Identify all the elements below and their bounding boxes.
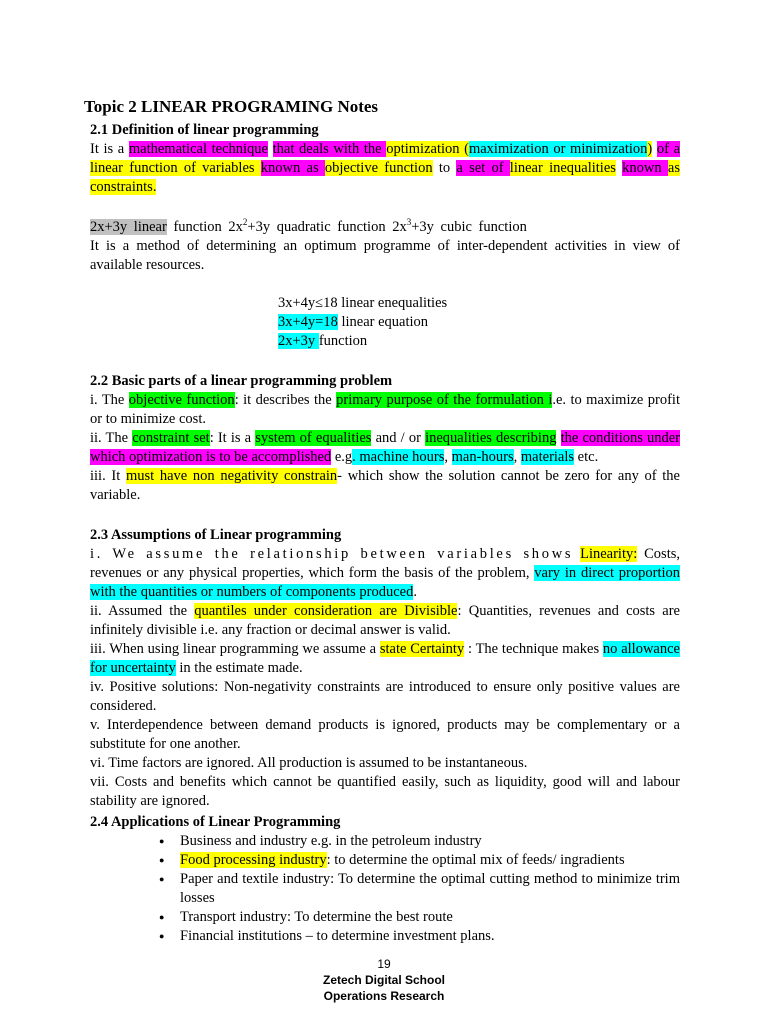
highlighted-text: ) (647, 141, 653, 157)
equation-line: 2x+3y function (278, 333, 368, 349)
text-run: : Quantities, revenues and costs are infinitely divisible i.e. any fraction or decimal answer is valid. (90, 603, 680, 638)
text-run: .e. to maximize profit or to minimize cost. (90, 392, 680, 427)
highlighted-text: maximization or minimization (468, 141, 648, 157)
highlighted-text: objective function (128, 392, 235, 408)
text-run: : The technique makes (464, 641, 603, 657)
page-number: 19 (377, 957, 391, 971)
assumption-iii (90, 640, 680, 678)
highlighted-text: mathematical technique (128, 141, 268, 157)
page-title: Topic 2 LINEAR PROGRAMING Notes (84, 97, 379, 116)
list-item: ● Food processing industry: to determine the optimal mix of feeds/ ingradients (180, 851, 680, 870)
highlighted-text: constraint set (132, 430, 210, 446)
highlighted-text: materials (520, 449, 575, 465)
highlighted-text: vary in direct proportion with the quantities or numbers of components produced (90, 565, 680, 600)
text-run: iii. When using linear programming we assume a (90, 641, 380, 657)
assumption-ii (90, 602, 680, 640)
text-run: to (432, 160, 457, 176)
highlighted-text: primary purpose of the formulation i (336, 392, 553, 408)
highlighted-text: state Certainty (379, 641, 465, 657)
highlighted-text: linear function of variables (90, 160, 261, 176)
expression-examples: 2x+3y linear function $2x^2+3y$ quadratic function $2x^3+3y$ cubic function (90, 217, 527, 235)
text-run: ii. Assumed the (90, 603, 195, 619)
highlighted-text: known as (260, 160, 325, 176)
text-run: : It is a (209, 430, 256, 446)
text-run: and / or (371, 430, 426, 446)
text-run: i. The (90, 392, 129, 408)
applications-list (90, 832, 680, 946)
page-footer (0, 956, 768, 1004)
list-item: ● Transport industry: To determine the best route (180, 908, 680, 927)
highlighted-text: . machine hours (352, 449, 445, 465)
assumption-vii: vii. Costs and benefits which cannot be quantified easily, such as liquidity, good will and labour stability are ignored. (90, 774, 680, 809)
highlighted-text: man-hours (451, 449, 514, 465)
method-paragraph: It is a method of determining an optimum programme of inter-dependent activities in view of available resources. (90, 238, 680, 273)
list-item: ● Business and industry e.g. in the petroleum industry (180, 832, 680, 851)
section-2-1-heading: 2.1 Definition of linear programming (90, 122, 319, 138)
equation-line: 3x+4y≤18 linear enequalities (278, 295, 448, 311)
list-item: ● Financial institutions – to determine investment plans. (180, 927, 680, 946)
basic-part-iii (90, 467, 680, 505)
text-run: in the estimate made. (175, 660, 303, 676)
highlighted-text: of a (656, 141, 681, 157)
highlighted-text: linear inequalities (509, 160, 616, 176)
text-run: : it describes the (234, 392, 337, 408)
text-run: etc. (574, 449, 599, 465)
section-2-3-heading: 2.3 Assumptions of Linear programming (90, 527, 342, 543)
text-run: It is a (90, 141, 129, 157)
highlighted-text: inequalities describing (425, 430, 557, 446)
text-run: - which show the solution cannot be zero for any of the variable. (90, 468, 680, 503)
highlighted-text: optimization ( (386, 141, 469, 157)
highlighted-text: objective function (324, 160, 433, 176)
highlighted-text: system of equalities (255, 430, 372, 446)
section-2-4-heading: 2.4 Applications of Linear Programming (90, 814, 341, 830)
highlighted-text: known (622, 160, 668, 176)
assumption-vi: vi. Time factors are ignored. All production is assumed to be instantaneous. (90, 755, 528, 771)
highlighted-text: must have non negativity constrain (125, 468, 338, 484)
highlighted-text: a set of (456, 160, 510, 176)
definition-paragraph (90, 140, 680, 197)
highlighted-text: no allowance for uncertainty (90, 641, 680, 676)
assumption-i: i. We assume the relationship between variables shows Linearity: Costs, revenues or any physical properties, which form the basis of the problem, vary in direct proportion with the quantities or numbers of components produced. (90, 546, 680, 600)
equation-line: 3x+4y=18 linear equation (278, 314, 429, 330)
equation-examples (278, 294, 680, 351)
page-content (84, 96, 681, 946)
text-run: e.g (331, 449, 353, 465)
text-run (556, 430, 560, 446)
highlighted-text: that deals with the (272, 141, 387, 157)
highlighted-text: Linearity: (580, 546, 638, 562)
text-run: iii. It (90, 468, 126, 484)
text-run: , (513, 449, 521, 465)
text-run: Costs, revenues or any physical properties, which form the basis of the problem, (90, 546, 680, 581)
text-run: ii. The (90, 430, 133, 446)
text-run: . (413, 584, 417, 600)
text-run (268, 141, 273, 157)
list-item: ● Paper and textile industry: To determine the optimal cutting method to minimize trim losses (180, 870, 680, 908)
assumption-iv: iv. Positive solutions: Non-negativity constraints are introduced to ensure only positive values are considered. (90, 679, 680, 714)
linear-expression: 2x+3y linear (90, 219, 167, 235)
highlighted-text: quantiles under consideration are Divisible (194, 603, 458, 619)
section-2-2-heading: 2.2 Basic parts of a linear programming problem (90, 373, 393, 389)
footer-course: Operations Research (323, 989, 445, 1003)
highlighted-text: as constraints. (90, 160, 680, 195)
assumption-v: v. Interdependence between demand products is ignored, products may be complementary or a substitute for one another. (90, 717, 680, 752)
basic-part-i (90, 391, 680, 429)
footer-school: Zetech Digital School (322, 973, 445, 987)
text-run: , (444, 449, 452, 465)
highlighted-text: the conditions under which optimization is to be accomplished (90, 430, 681, 465)
basic-part-ii (90, 429, 680, 467)
